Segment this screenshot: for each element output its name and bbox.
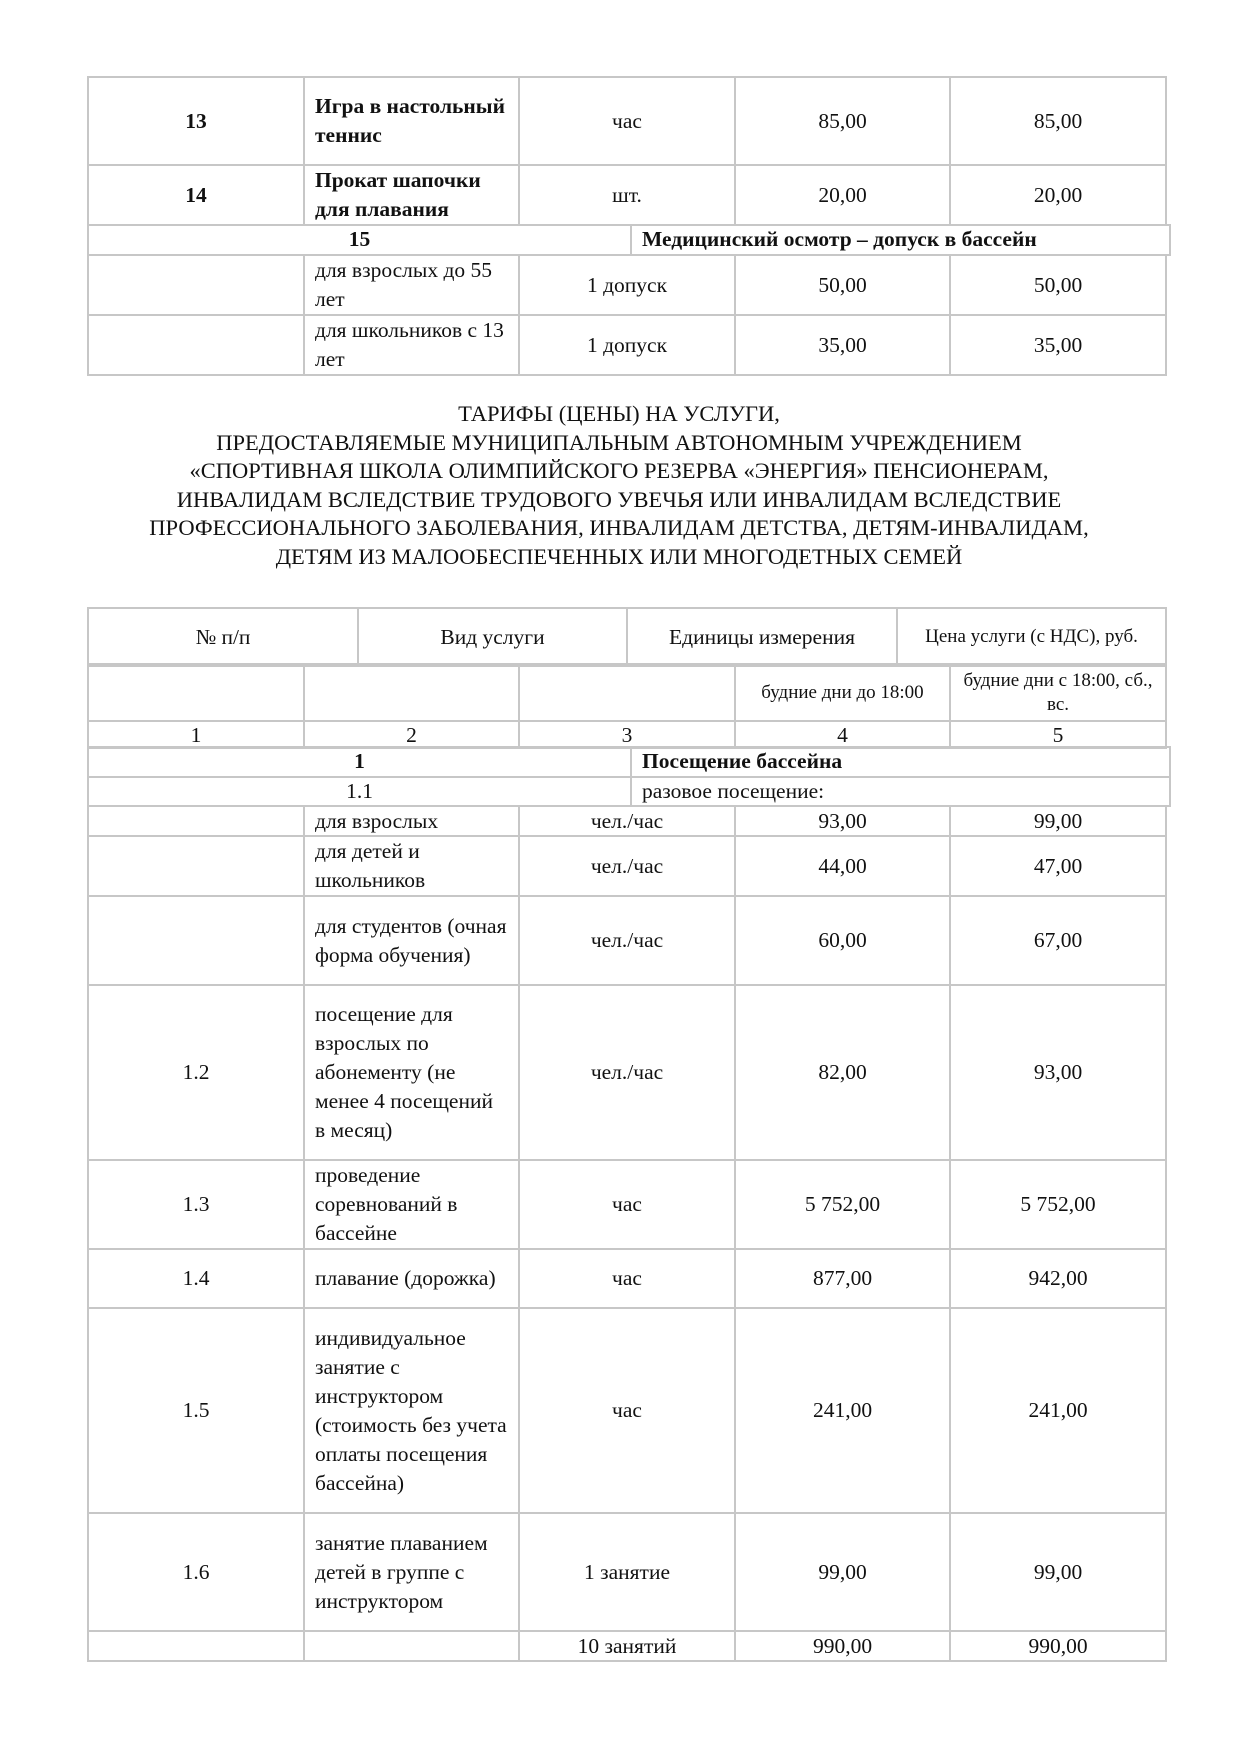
table-row [88,1513,1166,1631]
service-name [304,1631,519,1661]
price-weekday: 5 752,00 [735,1160,950,1249]
unit: час [519,1160,735,1249]
service-name: для студентов (очная форма обучения) [304,896,519,985]
heading-line: ТАРИФЫ (ЦЕНЫ) НА УСЛУГИ, [458,401,780,426]
col-number: 5 [950,721,1166,748]
header-weekday: будние дни до 18:00 [735,664,950,721]
service-name: проведение соревнований в бассейне [304,1160,519,1249]
empty-cell [88,315,304,375]
section-number: 15 [87,224,632,256]
service-name: индивидуальное занятие с инструктором (стоимость без учета оплаты посещения бассейна) [304,1308,519,1513]
col-number: 2 [304,721,519,748]
table-row [88,255,1166,315]
price-weekend: 47,00 [950,836,1166,896]
price-weekend: 20,00 [950,165,1166,225]
table-row [88,77,1166,165]
price-weekday: 99,00 [735,1513,950,1631]
row-number: 14 [88,165,304,225]
price-weekend: 990,00 [950,1631,1166,1661]
empty-cell [304,664,519,721]
service-name: Прокат шапочки для плавания [304,165,519,225]
section-1-1-row [87,776,1165,807]
section-number: 1.1 [87,776,632,807]
main-table-subheader [87,663,1167,749]
unit: час [519,1308,735,1513]
unit: чел./час [519,806,735,836]
price-weekend: 93,00 [950,985,1166,1160]
header-weekend: будние дни с 18:00, сб., вс. [950,664,1166,721]
row-number [88,1631,304,1661]
price-weekend: 35,00 [950,315,1166,375]
row-number: 1.3 [88,1160,304,1249]
section-title: Медицинский осмотр – допуск в бассейн [630,224,1171,256]
column-numbers-row [88,721,1166,748]
unit: 1 занятие [519,1513,735,1631]
heading-line: ПРОФЕССИОНАЛЬНОГО ЗАБОЛЕВАНИЯ, ИНВАЛИДАМ ДЕТСТВА, ДЕТЯМ-ИНВАЛИДАМ, [149,515,1089,540]
price-weekend: 50,00 [950,255,1166,315]
empty-cell [519,664,735,721]
section-15-row [87,224,1165,256]
row-number: 1.2 [88,985,304,1160]
main-table-body [87,805,1167,1662]
header-unit: Единицы измерения [627,608,897,666]
top-table-sub [87,254,1167,376]
heading-line: ИНВАЛИДАМ ВСЛЕДСТВИЕ ТРУДОВОГО УВЕЧЬЯ ИЛИ ИНВАЛИДАМ ВСЛЕДСТВИЕ [176,486,1062,512]
price-weekday: 20,00 [735,165,950,225]
unit: чел./час [519,836,735,896]
service-name: для школьников с 13 лет [304,315,519,375]
heading-line: ДЕТЯМ ИЗ МАЛООБЕСПЕЧЕННЫХ ИЛИ МНОГОДЕТНЫХ СЕМЕЙ [275,543,963,569]
heading-line: ПРЕДОСТАВЛЯЕМЫЕ МУНИЦИПАЛЬНЫМ АВТОНОМНЫМ УЧРЕЖДЕНИЕМ [216,429,1022,455]
service-name: посещение для взрослых по абонементу (не менее 4 посещений в месяц) [304,985,519,1160]
row-number: 13 [88,77,304,165]
heading-line: «СПОРТИВНАЯ ШКОЛА ОЛИМПИЙСКОГО РЕЗЕРВА «ЭНЕРГИЯ» ПЕНСИОНЕРАМ, [189,458,1049,483]
unit: шт. [519,165,735,225]
table-row [88,806,1166,836]
header-price: Цена услуги (с НДС), руб. [897,608,1166,666]
unit: чел./час [519,985,735,1160]
table-row [88,1160,1166,1249]
row-number [88,896,304,985]
col-number: 4 [735,721,950,748]
table-row [88,165,1166,225]
service-name: для взрослых до 55 лет [304,255,519,315]
table-row [88,896,1166,985]
price-weekday: 85,00 [735,77,950,165]
header-service: Вид услуги [358,608,627,666]
table-row [88,1249,1166,1308]
table-row [88,1631,1166,1661]
header-row [88,664,1166,721]
col-number: 1 [88,721,304,748]
price-weekday: 50,00 [735,255,950,315]
table-row [88,315,1166,375]
price-weekend: 85,00 [950,77,1166,165]
price-weekend: 99,00 [950,1513,1166,1631]
price-weekend: 942,00 [950,1249,1166,1308]
price-weekday: 44,00 [735,836,950,896]
unit: 1 допуск [519,255,735,315]
col-number: 3 [519,721,735,748]
section-title: Посещение бассейна [630,746,1171,778]
price-weekend: 241,00 [950,1308,1166,1513]
service-name: плавание (дорожка) [304,1249,519,1308]
unit: 10 занятий [519,1631,735,1661]
row-number: 1.5 [88,1308,304,1513]
unit: час [519,77,735,165]
unit: 1 допуск [519,315,735,375]
unit: чел./час [519,896,735,985]
table-row [88,836,1166,896]
price-weekday: 241,00 [735,1308,950,1513]
price-weekday: 93,00 [735,806,950,836]
price-weekend: 99,00 [950,806,1166,836]
unit: час [519,1249,735,1308]
row-number: 1.6 [88,1513,304,1631]
price-weekday: 990,00 [735,1631,950,1661]
table-row [88,1308,1166,1513]
section-1-row [87,746,1165,778]
price-weekend: 67,00 [950,896,1166,985]
price-weekday: 35,00 [735,315,950,375]
table-row [88,985,1166,1160]
price-weekend: 5 752,00 [950,1160,1166,1249]
section-title: разовое посещение: [630,776,1171,807]
empty-cell [88,255,304,315]
service-name: занятие плаванием детей в группе с инструктором [304,1513,519,1631]
header-row [88,608,1166,666]
main-table-header [87,607,1167,667]
service-name: для взрослых [304,806,519,836]
top-table [87,76,1167,226]
service-name: для детей и школьников [304,836,519,896]
row-number [88,806,304,836]
row-number: 1.4 [88,1249,304,1308]
row-number [88,836,304,896]
header-num: № п/п [88,608,358,666]
price-weekday: 82,00 [735,985,950,1160]
document-heading [80,400,1158,571]
price-weekday: 60,00 [735,896,950,985]
empty-cell [88,664,304,721]
price-weekday: 877,00 [735,1249,950,1308]
service-name: Игра в настольный теннис [304,77,519,165]
section-number: 1 [87,746,632,778]
